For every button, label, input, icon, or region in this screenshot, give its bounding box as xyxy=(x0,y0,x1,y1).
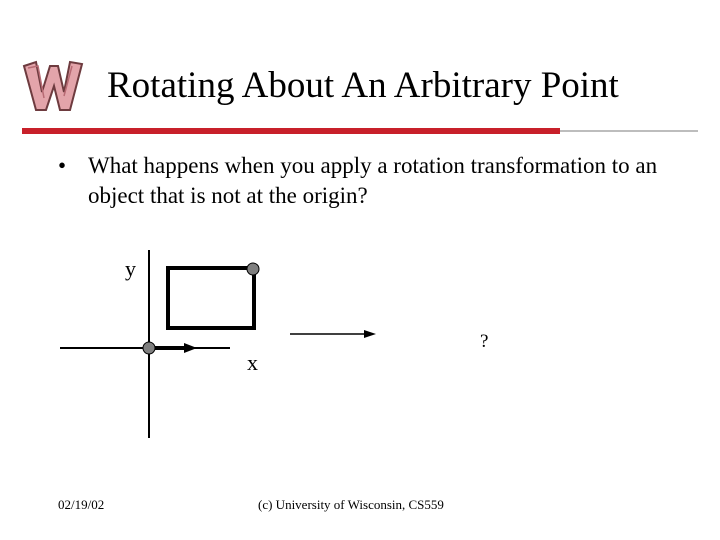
result-question-mark: ? xyxy=(480,331,489,352)
slide-title: Rotating About An Arbitrary Point xyxy=(107,65,619,106)
origin-arrowhead xyxy=(184,343,197,353)
square-corner-point xyxy=(247,263,259,275)
origin-point xyxy=(143,342,155,354)
square-object xyxy=(168,268,254,328)
footer-credit: (c) University of Wisconsin, CS559 xyxy=(258,497,444,512)
bullet-text: What happens when you apply a rotation transformation to an object that is not at the origin? xyxy=(88,153,658,208)
y-axis-label: y xyxy=(125,256,136,281)
bullet-marker: • xyxy=(58,153,67,178)
footer-date: 02/19/02 xyxy=(58,497,105,512)
transform-arrowhead xyxy=(364,330,376,338)
x-axis-label: x xyxy=(247,350,258,375)
